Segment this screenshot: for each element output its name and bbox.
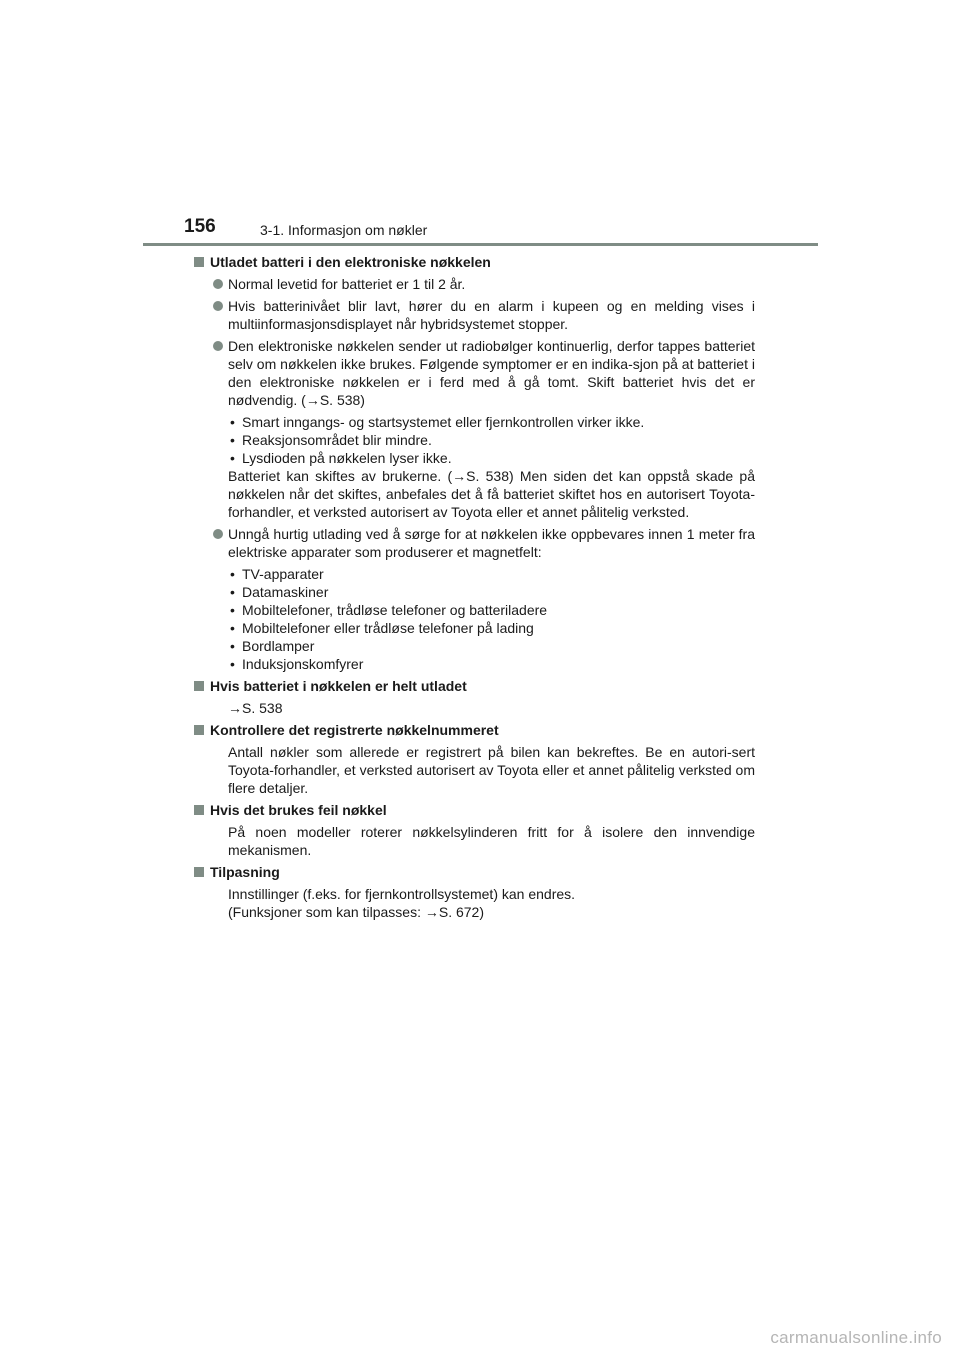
round-bullet-icon bbox=[213, 341, 223, 351]
list-item: • Lysdioden på nøkkelen lyser ikke. bbox=[228, 449, 755, 467]
list-item: • Bordlamper bbox=[228, 637, 755, 655]
watermark: carmanualsonline.info bbox=[770, 1328, 942, 1347]
list-item: • Datamaskiner bbox=[228, 583, 755, 601]
list-item: • Mobiltelefoner eller trådløse telefoner på lading bbox=[228, 619, 755, 637]
section-heading bbox=[194, 801, 755, 819]
list-item: • Induksjonskomfyrer bbox=[228, 655, 755, 673]
chapter-title: 3-1. Informasjon om nøkler bbox=[260, 222, 428, 238]
bullet-text: Unngå hurtig utlading ved å sørge for at nøkkelen ikke oppbevares innen 1 meter fra elektriske apparater som produserer et magnetfelt: bbox=[228, 526, 755, 560]
device-list bbox=[228, 565, 755, 673]
section-heading bbox=[194, 253, 755, 271]
square-bullet-icon bbox=[194, 681, 204, 691]
section-body: Innstillinger (f.eks. for fjernkontrollsystemet) kan endres. bbox=[228, 886, 576, 902]
section-key-number bbox=[210, 721, 755, 797]
bullet-text: Normal levetid for batteriet er 1 til 2 år. bbox=[228, 276, 466, 292]
round-bullet-icon bbox=[213, 279, 223, 289]
section-wrong-key bbox=[210, 801, 755, 859]
list-item bbox=[210, 297, 755, 333]
symptom-list bbox=[228, 413, 755, 467]
round-bullet-icon bbox=[213, 301, 223, 311]
section-title: Hvis det brukes feil nøkkel bbox=[210, 802, 387, 818]
bullet-text: Den elektroniske nøkkelen sender ut radiobølger kontinuerlig, derfor tappes batteriet selv om nøkkelen ikke brukes. Følgende symptomer er en indika-sjon på at batteriet i den elektroniske nøkkelen er i ferd med å gå tomt. Skift batteriet hvis det er nødvendig. (→S. 538) bbox=[228, 338, 755, 408]
header-rule bbox=[143, 243, 818, 246]
list-item bbox=[210, 525, 755, 561]
page-number: 156 bbox=[184, 216, 216, 237]
section-heading bbox=[194, 721, 755, 739]
section-title: Kontrollere det registrerte nøkkelnummeret bbox=[210, 722, 499, 738]
section-body: Antall nøkler som allerede er registrert på bilen kan bekreftes. Be en autori-sert Toyota-forhandler, et verksted autorisert av Toyota eller et annet pålitelig verksted om flere detaljer. bbox=[228, 744, 755, 796]
page-content bbox=[210, 253, 755, 925]
section-battery-empty bbox=[210, 677, 755, 717]
list-item bbox=[210, 337, 755, 409]
section-heading bbox=[194, 863, 755, 881]
round-bullet-icon bbox=[213, 529, 223, 539]
square-bullet-icon bbox=[194, 805, 204, 815]
section-heading bbox=[194, 677, 755, 695]
list-item: • Mobiltelefoner, trådløse telefoner og batteriladere bbox=[228, 601, 755, 619]
section-title: Utladet batteri i den elektroniske nøkkelen bbox=[210, 254, 491, 270]
section-battery bbox=[210, 253, 755, 673]
list-item bbox=[210, 275, 755, 293]
list-item: • Reaksjonsområdet blir mindre. bbox=[228, 431, 755, 449]
list-item: • TV-apparater bbox=[228, 565, 755, 583]
section-title: Tilpasning bbox=[210, 864, 280, 880]
symptoms-note: Batteriet kan skiftes av brukerne. (→S. 538) Men siden det kan oppstå skade på nøkkelen når det skiftes, anbefales det å få batteriet skiftet hos en autorisert Toyota-forhandler, et verksted autorisert av Toyota eller et annet pålitelig verksted. bbox=[228, 468, 755, 520]
square-bullet-icon bbox=[194, 867, 204, 877]
square-bullet-icon bbox=[194, 725, 204, 735]
page-reference: →S. 538 bbox=[228, 700, 283, 716]
section-body: På noen modeller roterer nøkkelsylinderen fritt for å isolere den innvendige mekanismen. bbox=[228, 824, 755, 858]
square-bullet-icon bbox=[194, 257, 204, 267]
bullet-text: Hvis batterinivået blir lavt, hører du en alarm i kupeen og en melding vises i multiinformasjonsdisplayet når hybridsystemet stopper. bbox=[228, 298, 755, 332]
section-customization bbox=[210, 863, 755, 921]
list-item: • Smart inngangs- og startsystemet eller fjernkontrollen virker ikke. bbox=[228, 413, 755, 431]
section-title: Hvis batteriet i nøkkelen er helt utladet bbox=[210, 678, 467, 694]
section-body: (Funksjoner som kan tilpasses: →S. 672) bbox=[228, 904, 484, 920]
